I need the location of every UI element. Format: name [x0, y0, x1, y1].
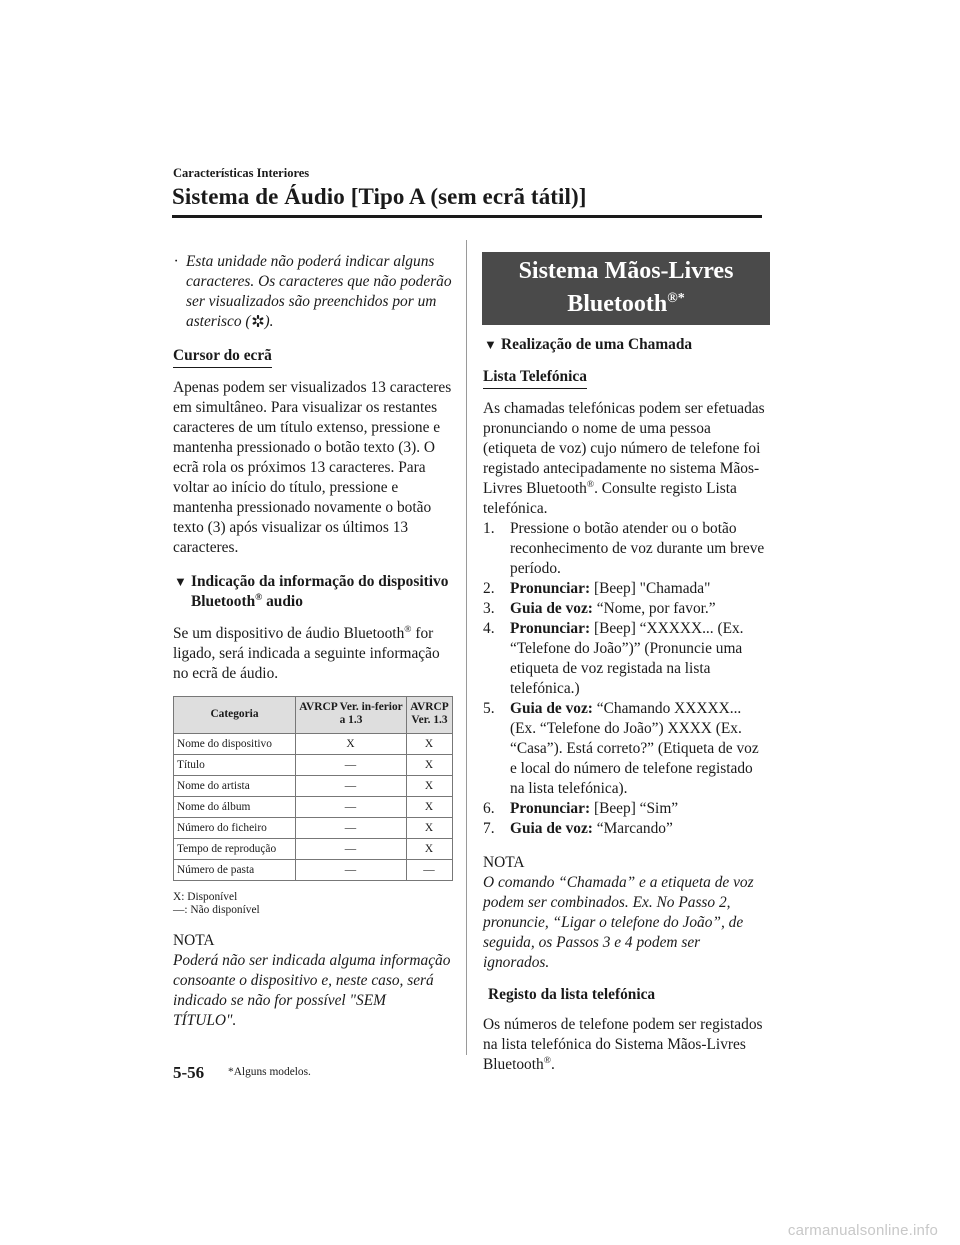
section-banner [482, 252, 770, 325]
table-cell: X [407, 776, 453, 797]
table-cell: — [407, 860, 453, 881]
registered-mark: ® [404, 624, 412, 635]
step-number: 6. [483, 800, 495, 817]
info-heading-end: audio [262, 593, 303, 610]
footnote: *Alguns modelos. [228, 1066, 311, 1078]
legend-unavailable: —: Não disponível [173, 904, 260, 916]
list-item [483, 519, 765, 579]
cursor-text: Apenas podem ser visualizados 13 caracteres em simultâneo. Para visualizar os restantes caracteres de um título extenso, pressione e mantenha pressionado o botão texto (3). O ecrã rola os próximos 13 caracteres. Para voltar ao início do título, pressione e mantenha pressionado novamente o botão texto (3) após visualizar os últimos 13 caracteres. [173, 379, 452, 556]
list-item [483, 619, 765, 699]
list-item [483, 799, 765, 819]
list-item [483, 699, 765, 799]
step-label: Pronunciar: [510, 620, 591, 637]
table-cell: Nome do artista [174, 776, 296, 797]
page-number: 5-56 [173, 1063, 205, 1082]
table-row [174, 734, 453, 755]
table-cell: — [296, 818, 407, 839]
registered-mark: ® [543, 1055, 551, 1066]
triangle-down-icon: ▼ [174, 574, 187, 589]
step-number: 1. [483, 520, 495, 537]
chapter-label: Características Interiores [173, 166, 310, 180]
table-cell: X [407, 839, 453, 860]
header-rule [172, 215, 762, 218]
table-header: Categoria [174, 697, 296, 734]
call-heading [483, 335, 765, 355]
cursor-heading: Cursor do ecrã [173, 346, 272, 368]
left-column [173, 252, 453, 1031]
phonebook-text-b: . Consulte registo Lista telefónica. [483, 480, 737, 517]
asterisk-gear-icon [252, 315, 264, 327]
step-label: Pronunciar: [510, 800, 591, 817]
step-number: 5. [483, 700, 495, 717]
table-row [174, 755, 453, 776]
right-column [483, 252, 765, 1075]
call-heading-text: Realização de uma Chamada [501, 336, 693, 353]
registered-mark: ® [255, 592, 263, 603]
table-cell: Título [174, 755, 296, 776]
phonebook-text [483, 399, 765, 519]
table-cell: X [407, 734, 453, 755]
nota-label: NOTA [173, 932, 215, 949]
register-text-b: . [550, 1056, 555, 1073]
triangle-down-icon: ▼ [484, 337, 497, 352]
register-heading: Registo da lista telefónica [488, 986, 656, 1003]
table-row [174, 818, 453, 839]
step-label: Guia de voz: [510, 600, 593, 617]
register-text [483, 1015, 765, 1075]
section-banner-sup: ®* [667, 291, 685, 306]
table-cell: X [296, 734, 407, 755]
nota-text: Poderá não ser indicada alguma informação consoante o dispositivo e, neste caso, será indicado se não for possível "SEM TÍTULO". [173, 952, 451, 1029]
bullet-note [173, 252, 453, 332]
table-cell: — [296, 797, 407, 818]
table-cell: Nome do álbum [174, 797, 296, 818]
bullet-note-text: Esta unidade não poderá indicar alguns caracteres. Os caracteres que não poderão ser visualizados são preenchidos por um asterisco ( [186, 253, 452, 330]
table-header-row [174, 697, 453, 734]
table-cell: X [407, 755, 453, 776]
page-title: Sistema de Áudio [Tipo A (sem ecrã tátil)] [172, 184, 587, 209]
phonebook-heading: Lista Telefónica [483, 367, 587, 389]
table-cell: Tempo de reprodução [174, 839, 296, 860]
table-cell: Nome do dispositivo [174, 734, 296, 755]
table-header: AVRCP Ver. in-ferior a 1.3 [296, 697, 407, 734]
legend-available: X: Disponível [173, 891, 238, 903]
step-text: [Beep] "Chamada" [590, 580, 711, 597]
watermark: carmanualsonline.info [787, 1222, 938, 1239]
step-text: Pressione o botão atender ou o botão reconhecimento de voz durante um breve período. [510, 520, 765, 577]
nota-label: NOTA [483, 854, 525, 871]
list-item [483, 819, 765, 839]
info-heading [173, 572, 453, 612]
step-number: 7. [483, 820, 495, 837]
step-label: Guia de voz: [510, 700, 593, 717]
table-cell: — [296, 860, 407, 881]
table-header: AVRCP Ver. 1.3 [407, 697, 453, 734]
table-cell: X [407, 797, 453, 818]
step-number: 4. [483, 620, 495, 637]
step-text: [Beep] “Sim” [590, 800, 679, 817]
table-cell: — [296, 755, 407, 776]
list-item [483, 579, 765, 599]
info-text-a: Se um dispositivo de áudio Bluetooth [173, 625, 405, 642]
table-cell: — [296, 839, 407, 860]
step-number: 2. [483, 580, 495, 597]
step-label: Pronunciar: [510, 580, 591, 597]
table-row [174, 839, 453, 860]
table-cell: Número de pasta [174, 860, 296, 881]
table-cell: Número do ficheiro [174, 818, 296, 839]
register-text-a: Os números de telefone podem ser registados na lista telefónica do Sistema Mãos-Livres Bluetooth [483, 1016, 763, 1073]
list-item [483, 599, 765, 619]
table-cell: — [296, 776, 407, 797]
info-heading-text: Indicação da informação do dispositivo Bluetooth [191, 573, 449, 610]
info-text-b: for ligado, será indicada a seguinte informação no ecrã de áudio. [173, 625, 440, 682]
step-text: “Marcando” [592, 820, 673, 837]
phonebook-text-a: As chamadas telefónicas podem ser efetuadas pronunciando o nome de uma pessoa (etiqueta de voz) cujo número de telefone foi registado antecipadamente no sistema Mãos-Livres Bluetooth [483, 400, 765, 497]
step-text: [Beep] “XXXXX... (Ex. “Telefone do João”)” (Pronuncie uma etiqueta de voz registada na lista telefónica.) [510, 620, 744, 697]
info-text [173, 624, 453, 684]
step-number: 3. [483, 600, 495, 617]
section-banner-text: Sistema Mãos-Livres Bluetooth [518, 258, 734, 317]
nota-text: O comando “Chamada” e a etiqueta de voz podem ser combinados. Ex. No Passo 2, pronuncie, “Ligar o telefone do João”, de seguida, os Passos 3 e 4 podem ser ignorados. [483, 874, 754, 971]
call-steps [483, 519, 765, 839]
table-cell: X [407, 818, 453, 839]
table-row [174, 860, 453, 881]
bullet-dot: · [174, 253, 178, 270]
table-row [174, 797, 453, 818]
bullet-note-end: ). [264, 313, 274, 330]
registered-mark: ® [586, 479, 595, 490]
column-divider [466, 240, 467, 1055]
step-text: “Nome, por favor.” [592, 600, 716, 617]
table-row [174, 776, 453, 797]
step-text: “Chamando XXXXX... (Ex. “Telefone do João”) XXXX (Ex. “Casa”). Está correto?” (Etiqueta de voz e local do número de telefone registado na lista telefónica). [510, 700, 759, 797]
bluetooth-info-table [173, 696, 453, 881]
step-label: Guia de voz: [510, 820, 593, 837]
